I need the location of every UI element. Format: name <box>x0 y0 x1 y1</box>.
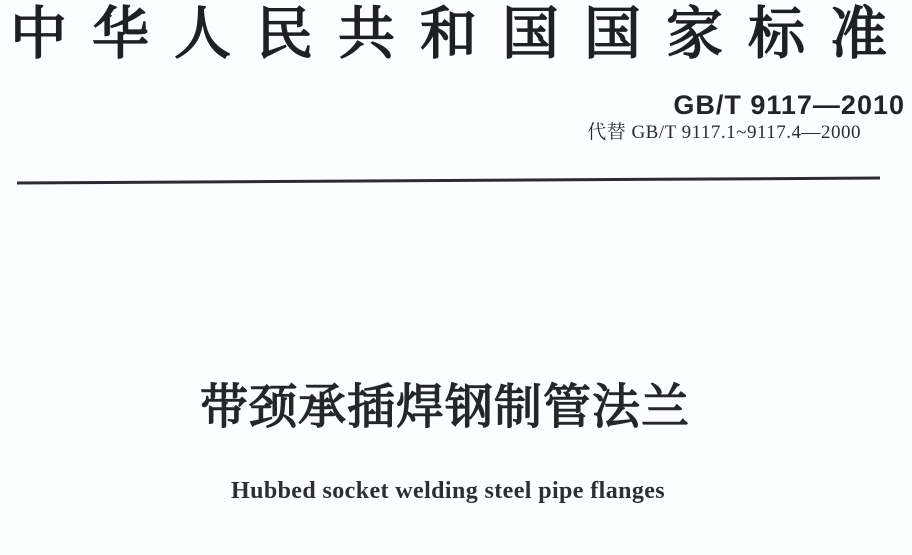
document-title-english: Hubbed socket welding steel pipe flanges <box>231 478 666 504</box>
header-divider-rule <box>17 177 880 185</box>
standard-code: GB/T 9117—2010 <box>673 90 905 120</box>
document-title-chinese: 带颈承插焊钢制管法兰 <box>200 381 691 434</box>
national-standard-header: 中华人民共和国国家标准 <box>10 3 912 66</box>
replaces-note: 代替 GB/T 9117.1~9117.4—2000 <box>587 122 861 143</box>
